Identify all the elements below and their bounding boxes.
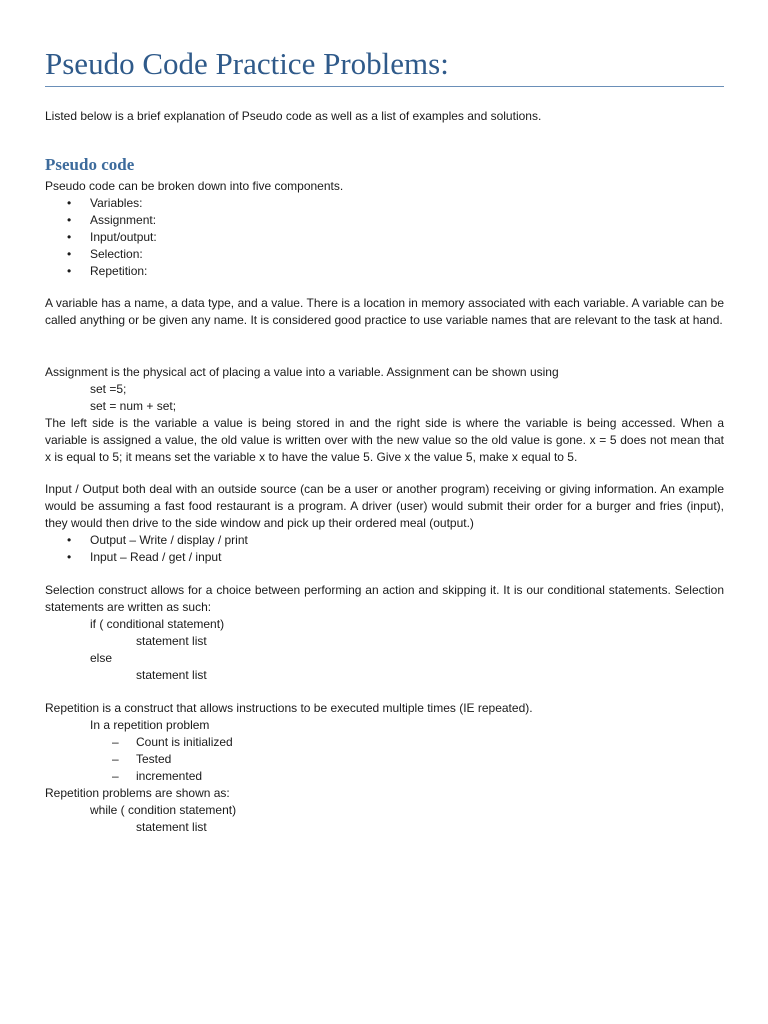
bullet-icon: •	[67, 213, 72, 227]
list-item	[45, 751, 724, 768]
list-item	[45, 229, 724, 246]
list-item	[45, 734, 724, 751]
input-output-paragraph: Input / Output both deal with an outside source (can be a user or another program) receiving or giving information. An example would be assuming a fast food restaurant is a program. A driver (user) would submit their order for a burger and fries (input), they would then drive to the side window and pick up their ordered meal (output.)	[45, 482, 724, 530]
repetition-problem-line: In a repetition problem	[90, 718, 210, 732]
list-item-label: Assignment:	[90, 213, 157, 227]
repetition-section	[45, 700, 724, 836]
bullet-icon: •	[67, 196, 72, 210]
list-item	[45, 768, 724, 785]
assignment-intro: Assignment is the physical act of placing a value into a variable. Assignment can be shown using	[45, 365, 559, 379]
list-item-label: Count is initialized	[136, 735, 233, 749]
code-line: while ( condition statement)	[90, 803, 237, 817]
assignment-explanation: The left side is the variable a value is being stored in and the right side is where the variable is being accessed. When a variable is assigned a value, the old value is written over with the new value so the old value is gone. x = 5 does not mean that x is equal to 5; it means set the variable x to have the value 5. Give x the value 5, make x equal to 5.	[45, 416, 724, 464]
repetition-paragraph: Repetition is a construct that allows instructions to be executed multiple times (IE repeated).	[45, 701, 533, 715]
components-section	[45, 178, 724, 280]
list-item	[45, 212, 724, 229]
assignment-section	[45, 364, 724, 466]
code-line: set = num + set;	[90, 399, 177, 413]
page-title: Pseudo Code Practice Problems:	[45, 44, 724, 87]
variable-section	[45, 295, 724, 329]
list-item-label: incremented	[136, 769, 203, 783]
list-item-label: Selection:	[90, 247, 143, 261]
dash-icon: –	[112, 735, 119, 749]
bullet-icon: •	[67, 533, 72, 547]
code-line: statement list	[136, 820, 207, 834]
list-item	[45, 246, 724, 263]
input-output-section	[45, 481, 724, 566]
list-item-label: Input – Read / get / input	[90, 550, 222, 564]
components-list	[45, 195, 724, 280]
code-line: if ( conditional statement)	[90, 617, 225, 631]
dash-icon: –	[112, 769, 119, 783]
intro-paragraph: Listed below is a brief explanation of Pseudo code as well as a list of examples and solutions.	[45, 109, 542, 123]
selection-paragraph: Selection construct allows for a choice between performing an action and skipping it. It is our conditional statements. Selection statements are written as such:	[45, 583, 724, 614]
bullet-icon: •	[67, 550, 72, 564]
selection-section	[45, 582, 724, 684]
list-item-label: Repetition:	[90, 264, 148, 278]
bullet-icon: •	[67, 230, 72, 244]
list-item	[45, 195, 724, 212]
input-output-list	[45, 532, 724, 566]
list-item-label: Output – Write / display / print	[90, 533, 248, 547]
code-line: else	[90, 651, 113, 665]
section-heading: Pseudo code	[45, 155, 135, 174]
variable-paragraph: A variable has a name, a data type, and a value. There is a location in memory associated with each variable. A variable can be called anything or be given any name. It is considered good practice to use variable names that are relevant to the task at hand.	[45, 296, 724, 327]
code-line: set =5;	[90, 382, 127, 396]
list-item-label: Input/output:	[90, 230, 157, 244]
repetition-shown-as: Repetition problems are shown as:	[45, 786, 230, 800]
bullet-icon: •	[67, 264, 72, 278]
code-line: statement list	[136, 668, 207, 682]
bullet-icon: •	[67, 247, 72, 261]
code-line: statement list	[136, 634, 207, 648]
list-item-label: Variables:	[90, 196, 143, 210]
components-intro: Pseudo code can be broken down into five components.	[45, 179, 344, 193]
list-item	[45, 263, 724, 280]
list-item	[45, 549, 724, 566]
dash-icon: –	[112, 752, 119, 766]
list-item	[45, 532, 724, 549]
repetition-steps-list	[45, 734, 724, 785]
list-item-label: Tested	[136, 752, 172, 766]
